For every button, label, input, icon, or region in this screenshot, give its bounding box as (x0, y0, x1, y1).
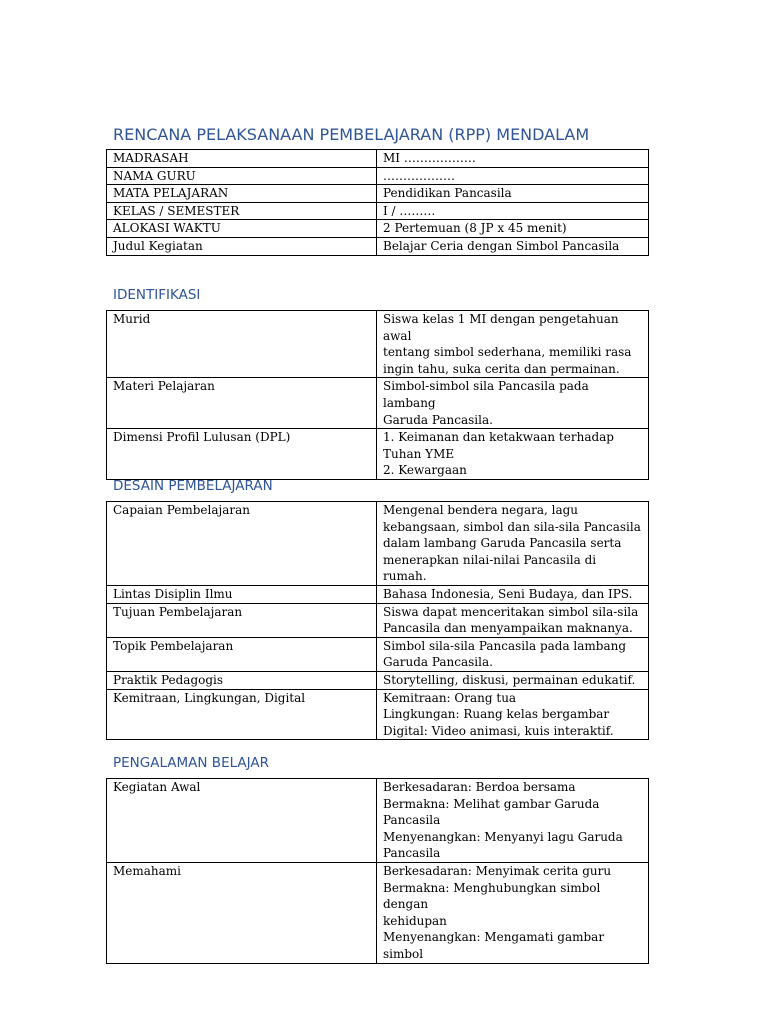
section-heading-desain: DESAIN PEMBELAJARAN (113, 478, 273, 494)
row-value: MI ……………… (377, 150, 649, 168)
identifikasi-table (106, 310, 649, 480)
table-row (107, 220, 649, 238)
row-label: Materi Pelajaran (107, 378, 377, 429)
row-value: Siswa kelas 1 MI dengan pengetahuan awal tentang simbol sederhana, memiliki rasa ingin tahu, suka cerita dan permainan. (377, 311, 649, 378)
table-row (107, 862, 649, 963)
row-value: Belajar Ceria dengan Simbol Pancasila (377, 237, 649, 255)
table-row (107, 167, 649, 185)
row-label: ALOKASI WAKTU (107, 220, 377, 238)
info-table (106, 149, 649, 256)
row-label: Topik Pembelajaran (107, 637, 377, 671)
row-label: Tujuan Pembelajaran (107, 603, 377, 637)
row-label: Capaian Pembelajaran (107, 502, 377, 586)
row-label: Kegiatan Awal (107, 779, 377, 863)
table-row (107, 637, 649, 671)
row-value: Storytelling, diskusi, permainan edukatif. (377, 671, 649, 689)
row-label: Praktik Pedagogis (107, 671, 377, 689)
table-row (107, 429, 649, 480)
table-row (107, 585, 649, 603)
document-title: RENCANA PELAKSANAAN PEMBELAJARAN (RPP) MENDALAM (113, 125, 590, 144)
table-row (107, 378, 649, 429)
row-value: Simbol sila-sila Pancasila pada lambang Garuda Pancasila. (377, 637, 649, 671)
row-value: 2 Pertemuan (8 JP x 45 menit) (377, 220, 649, 238)
row-label: Memahami (107, 862, 377, 963)
row-value: Pendidikan Pancasila (377, 185, 649, 203)
row-value: Bahasa Indonesia, Seni Budaya, dan IPS. (377, 585, 649, 603)
table-row (107, 779, 649, 863)
pengalaman-table (106, 778, 649, 964)
row-value: Berkesadaran: Menyimak cerita guru Bermakna: Menghubungkan simbol dengan kehidupan Menyenangkan: Mengamati gambar simbol (377, 862, 649, 963)
desain-table (106, 501, 649, 740)
row-value: Berkesadaran: Berdoa bersama Bermakna: Melihat gambar Garuda Pancasila Menyenangkan: Menyanyi lagu Garuda Pancasila (377, 779, 649, 863)
row-label: Lintas Disiplin Ilmu (107, 585, 377, 603)
row-value: 1. Keimanan dan ketakwaan terhadap Tuhan YME 2. Kewargaan (377, 429, 649, 480)
row-label: Kemitraan, Lingkungan, Digital (107, 689, 377, 740)
table-row (107, 502, 649, 586)
section-heading-identifikasi: IDENTIFIKASI (113, 287, 201, 303)
row-label: KELAS / SEMESTER (107, 202, 377, 220)
table-row (107, 603, 649, 637)
row-value: Siswa dapat menceritakan simbol sila-sila Pancasila dan menyampaikan maknanya. (377, 603, 649, 637)
row-label: Dimensi Profil Lulusan (DPL) (107, 429, 377, 480)
table-row (107, 202, 649, 220)
table-row (107, 671, 649, 689)
row-label: Murid (107, 311, 377, 378)
row-value: Mengenal bendera negara, lagu kebangsaan, simbol dan sila-sila Pancasila dalam lambang Garuda Pancasila serta menerapkan nilai-nilai Pancasila di rumah. (377, 502, 649, 586)
row-value: Kemitraan: Orang tua Lingkungan: Ruang kelas bergambar Digital: Video animasi, kuis interaktif. (377, 689, 649, 740)
row-label: MATA PELAJARAN (107, 185, 377, 203)
row-label: NAMA GURU (107, 167, 377, 185)
section-heading-pengalaman: PENGALAMAN BELAJAR (113, 755, 270, 771)
row-value: I / ……… (377, 202, 649, 220)
table-row (107, 311, 649, 378)
table-row (107, 689, 649, 740)
table-row (107, 237, 649, 255)
row-label: MADRASAH (107, 150, 377, 168)
table-row (107, 185, 649, 203)
row-value: ……………… (377, 167, 649, 185)
table-row (107, 150, 649, 168)
row-label: Judul Kegiatan (107, 237, 377, 255)
row-value: Simbol-simbol sila Pancasila pada lambang Garuda Pancasila. (377, 378, 649, 429)
